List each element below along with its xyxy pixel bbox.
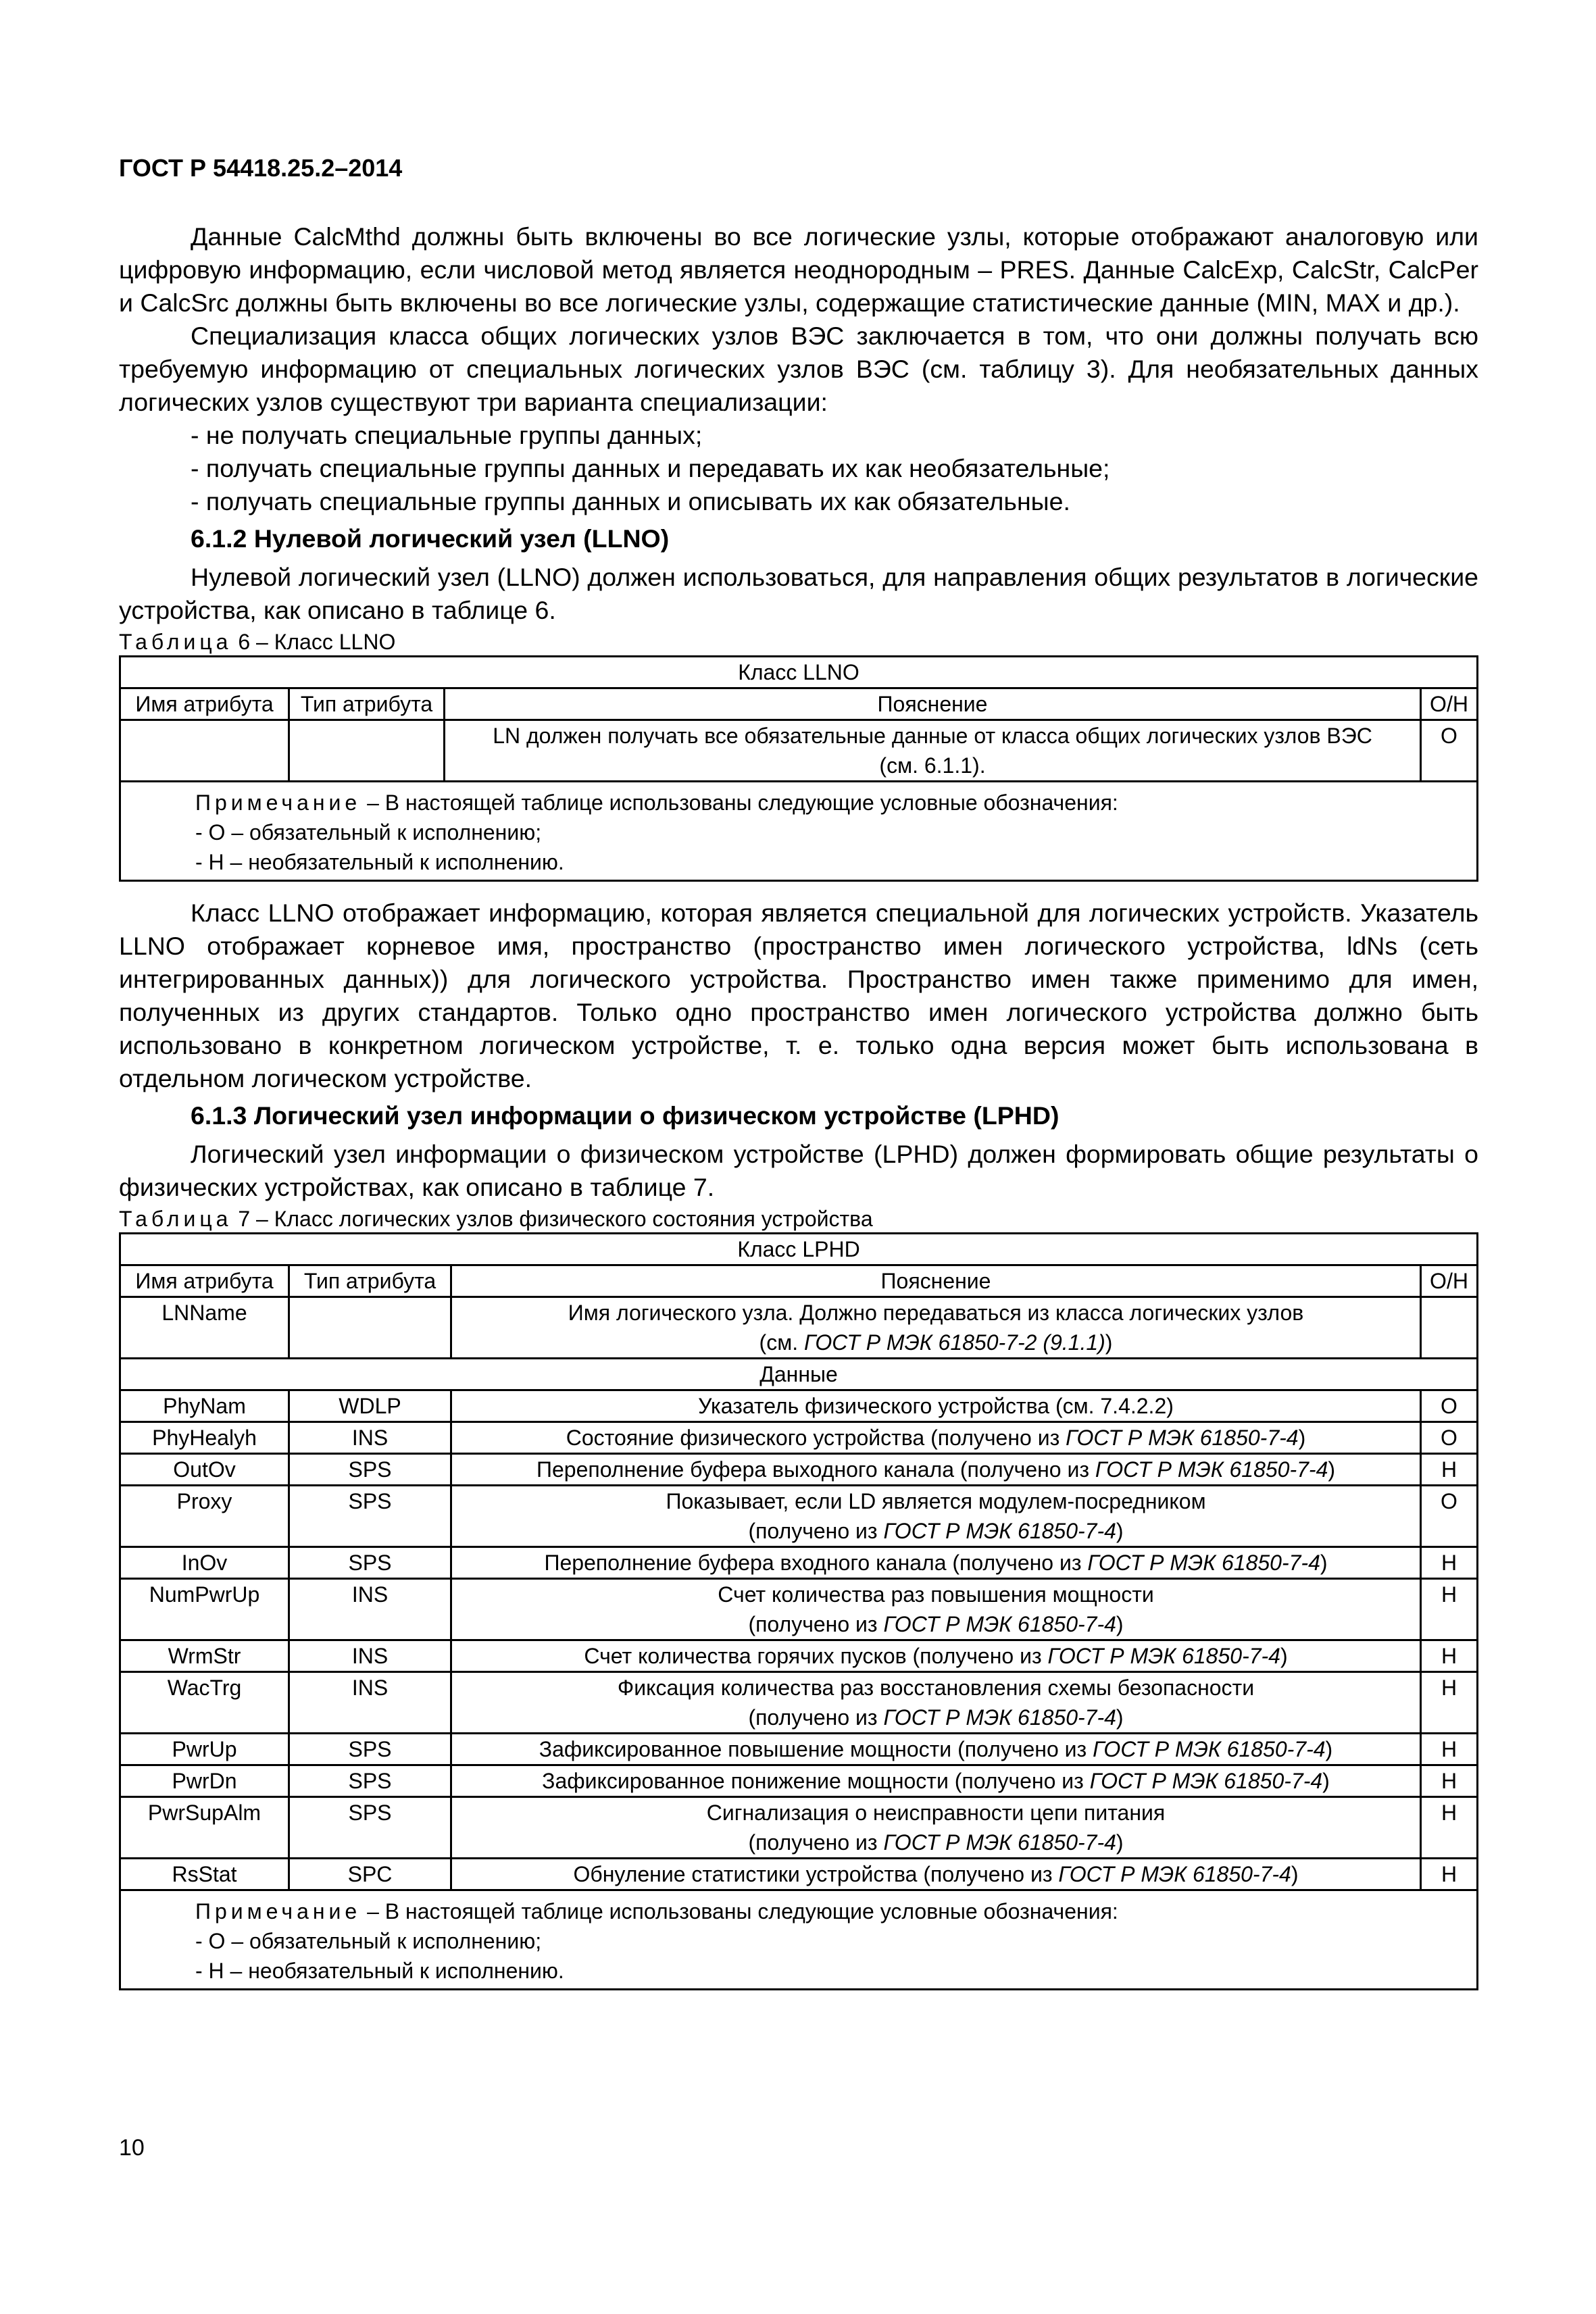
cell-name: PwrUp: [120, 1734, 289, 1765]
paragraph: Данные CalcMthd должны быть включены во все логические узлы, которые отображают аналоговую или цифровую информацию, если числовой метод является неоднородным – PRES. Данные CalcExp, CalcStr, CalcPer и CalcSrc должны быть включены во все логические узлы, содержащие статистические данные (MIN, MAX и др.).: [119, 222, 1478, 317]
cell-type: SPS: [289, 1734, 451, 1765]
cell-name: PhyNam: [120, 1390, 289, 1422]
section-heading: 6.1.2 Нулевой логический узел (LLNO): [191, 524, 670, 553]
desc-text: Фиксация количества раз восстановления схемы безопасности: [617, 1676, 1255, 1700]
desc-text: Переполнение буфера входного канала (получено из: [544, 1551, 1088, 1575]
desc-text: ): [1280, 1644, 1288, 1668]
note-label: Примечание: [195, 1899, 361, 1923]
cell-on: О: [1421, 720, 1478, 782]
note-item: - О – обязательный к исполнению;: [195, 1929, 542, 1953]
table-note: [120, 1890, 1478, 1990]
desc-text: (получено из: [748, 1612, 884, 1636]
desc-ref: ГОСТ Р МЭК 61850-7-4: [1093, 1737, 1326, 1761]
desc-text: ): [1116, 1612, 1124, 1636]
cell-type: INS: [289, 1422, 451, 1454]
cell-desc: [451, 1672, 1421, 1734]
cell-name: PwrSupAlm: [120, 1797, 289, 1859]
cell-name: InOv: [120, 1547, 289, 1579]
column-header: Имя атрибута: [120, 1265, 289, 1297]
table-row: [120, 1859, 1478, 1890]
desc-text: ): [1320, 1551, 1328, 1575]
section-row: Данные: [120, 1359, 1478, 1390]
table-title: Класс LLNO: [120, 657, 1478, 688]
cell-on: Н: [1421, 1765, 1478, 1797]
cell-desc: [451, 1547, 1421, 1579]
desc-text: ): [1116, 1519, 1124, 1543]
cell-on: Н: [1421, 1454, 1478, 1486]
desc-text: Зафиксированное повышение мощности (получено из: [539, 1737, 1093, 1761]
note-item: - Н – необязательный к исполнению.: [195, 850, 564, 874]
table-llno: [119, 655, 1478, 882]
caption-text: 7 – Класс логических узлов физического состояния устройства: [232, 1207, 873, 1231]
cell-on: О: [1421, 1422, 1478, 1454]
cell-type: SPS: [289, 1765, 451, 1797]
cell-on: Н: [1421, 1579, 1478, 1640]
desc-ref: ГОСТ Р МЭК 61850-7-4: [1095, 1457, 1328, 1482]
table-row: [120, 1547, 1478, 1579]
caption-label: Таблица: [119, 630, 232, 654]
table-row: [120, 1297, 1478, 1359]
list-item: - получать специальные группы данных и передавать их как необязательные;: [191, 454, 1110, 482]
desc-text: ): [1291, 1862, 1299, 1886]
cell-desc: [451, 1390, 1421, 1422]
cell-desc: LN должен получать все обязательные данные от класса общих логических узлов ВЭС (см. 6.1.1).: [445, 720, 1421, 782]
cell-name: [120, 720, 289, 782]
cell-type: [289, 1297, 451, 1359]
cell-name: PhyHealyh: [120, 1422, 289, 1454]
cell-on: О: [1421, 1390, 1478, 1422]
cell-name: PwrDn: [120, 1765, 289, 1797]
column-header: Пояснение: [451, 1265, 1421, 1297]
cell-type: SPC: [289, 1859, 451, 1890]
cell-type: INS: [289, 1672, 451, 1734]
table-row: [120, 1486, 1478, 1547]
cell-desc: [451, 1734, 1421, 1765]
cell-type: INS: [289, 1579, 451, 1640]
table-row: [120, 1640, 1478, 1672]
desc-ref: ГОСТ Р МЭК 61850-7-4: [1089, 1769, 1323, 1793]
cell-desc: [451, 1486, 1421, 1547]
note-item: - Н – необязательный к исполнению.: [195, 1959, 564, 1983]
cell-type: SPS: [289, 1547, 451, 1579]
table-row: [120, 1797, 1478, 1859]
desc-text: (получено из: [748, 1830, 884, 1855]
table-row: [120, 1579, 1478, 1640]
desc-ref: ГОСТ Р МЭК 61850-7-4: [1087, 1551, 1320, 1575]
desc-text: Зафиксированное понижение мощности (получено из: [542, 1769, 1090, 1793]
document-header: ГОСТ Р 54418.25.2–2014: [119, 154, 403, 182]
cell-type: SPS: [289, 1797, 451, 1859]
column-header: Тип атрибута: [289, 688, 445, 720]
cell-type: [289, 720, 445, 782]
cell-on: О: [1421, 1486, 1478, 1547]
cell-on: [1421, 1297, 1478, 1359]
table-lphd: [119, 1232, 1478, 1990]
page-number: 10: [119, 2135, 145, 2161]
cell-on: Н: [1421, 1672, 1478, 1734]
cell-on: Н: [1421, 1859, 1478, 1890]
desc-text: ): [1105, 1330, 1113, 1355]
table-row: [120, 1390, 1478, 1422]
table-caption: [119, 1205, 1478, 1232]
paragraph: Логический узел информации о физическом устройстве (LPHD) должен формировать общие результаты о физических устройствах, как описано в таблице 7.: [119, 1140, 1478, 1201]
cell-desc: [451, 1765, 1421, 1797]
cell-on: Н: [1421, 1734, 1478, 1765]
note-item: - О – обязательный к исполнению;: [195, 820, 542, 845]
cell-desc: [451, 1454, 1421, 1486]
desc-ref: ГОСТ Р МЭК 61850-7-4: [1047, 1644, 1280, 1668]
desc-ref: ГОСТ Р МЭК 61850-7-4: [883, 1705, 1116, 1730]
cell-type: SPS: [289, 1486, 451, 1547]
table-row: [120, 1734, 1478, 1765]
cell-on: Н: [1421, 1797, 1478, 1859]
desc-text: Счет количества горячих пусков (получено из: [584, 1644, 1048, 1668]
desc-text: Состояние физического устройства (получено из: [566, 1426, 1066, 1450]
cell-desc: [451, 1859, 1421, 1890]
caption-label: Таблица: [119, 1207, 232, 1231]
desc-ref: ГОСТ Р МЭК 61850-7-2 (9.1.1): [803, 1330, 1105, 1355]
column-header: О/Н: [1421, 1265, 1478, 1297]
desc-text: Имя логического узла. Должно передаваться из класса логических узлов: [568, 1301, 1304, 1325]
desc-text: ): [1322, 1769, 1330, 1793]
desc-text: Счет количества раз повышения мощности: [718, 1582, 1154, 1607]
desc-ref: ГОСТ Р МЭК 61850-7-4: [883, 1830, 1116, 1855]
cell-name: Proxy: [120, 1486, 289, 1547]
cell-type: INS: [289, 1640, 451, 1672]
section-heading: 6.1.3 Логический узел информации о физическом устройстве (LPHD): [191, 1101, 1059, 1130]
cell-on: Н: [1421, 1547, 1478, 1579]
desc-text: Сигнализация о неисправности цепи питания: [706, 1801, 1166, 1825]
table-caption: [119, 628, 1478, 655]
table-row: [120, 1422, 1478, 1454]
desc-text: Показывает, если LD является модулем-посредником: [666, 1489, 1206, 1513]
cell-on: Н: [1421, 1640, 1478, 1672]
desc-ref: ГОСТ Р МЭК 61850-7-4: [883, 1519, 1116, 1543]
column-header: Тип атрибута: [289, 1265, 451, 1297]
cell-name: RsStat: [120, 1859, 289, 1890]
cell-name: WrmStr: [120, 1640, 289, 1672]
cell-name: LNName: [120, 1297, 289, 1359]
note-text: – В настоящей таблице использованы следующие условные обозначения:: [361, 790, 1118, 815]
paragraph: Нулевой логический узел (LLNO) должен использоваться, для направления общих результатов в логические устройства, как описано в таблице 6.: [119, 563, 1478, 624]
cell-desc: [451, 1797, 1421, 1859]
table-title: Класс LPHD: [120, 1234, 1478, 1265]
cell-desc: [451, 1579, 1421, 1640]
cell-type: SPS: [289, 1454, 451, 1486]
cell-name: OutOv: [120, 1454, 289, 1486]
cell-name: NumPwrUp: [120, 1579, 289, 1640]
desc-text: Обнуление статистики устройства (получено из: [573, 1862, 1059, 1886]
desc-text: Указатель физического устройства (см. 7.4.2.2): [698, 1394, 1174, 1418]
table-row: [120, 720, 1478, 782]
desc-text: ): [1116, 1705, 1124, 1730]
list-item: - не получать специальные группы данных;: [191, 421, 703, 449]
desc-text: ): [1325, 1737, 1333, 1761]
table-note: [120, 782, 1478, 881]
table-row: [120, 1672, 1478, 1734]
desc-text: ): [1116, 1830, 1124, 1855]
column-header: О/Н: [1421, 688, 1478, 720]
desc-ref: ГОСТ Р МЭК 61850-7-4: [1066, 1426, 1299, 1450]
list-item: - получать специальные группы данных и описывать их как обязательные.: [191, 487, 1070, 515]
table-row: [120, 1765, 1478, 1797]
desc-text: ): [1298, 1426, 1306, 1450]
cell-desc: [451, 1640, 1421, 1672]
paragraph: Класс LLNO отображает информацию, которая является специальной для логических устройств. Указатель LLNO отображает корневое имя, пространство (пространство имен логического устройства, ldNs (сеть интегрированных данных)) для логического устройства. Пространство имен также применимо для имен, полученных из других стандартов. Только одно пространство имен логического устройства должно быть использовано в конкретном логическом устройстве, т. е. только одна версия может быть использована в отдельном логическом устройстве.: [119, 899, 1478, 1092]
desc-text: (получено из: [748, 1705, 884, 1730]
note-label: Примечание: [195, 790, 361, 815]
cell-type: WDLP: [289, 1390, 451, 1422]
desc-text: (получено из: [748, 1519, 884, 1543]
cell-desc: [451, 1422, 1421, 1454]
desc-text: Переполнение буфера выходного канала (получено из: [536, 1457, 1095, 1482]
desc-ref: ГОСТ Р МЭК 61850-7-4: [1058, 1862, 1291, 1886]
paragraph: Специализация класса общих логических узлов ВЭС заключается в том, что они должны получать всю требуемую информацию от специальных логических узлов ВЭС (см. таблицу 3). Для необязательных данных логических узлов существуют три варианта специализации:: [119, 322, 1478, 416]
document-page: [119, 154, 1478, 2011]
desc-text: (см.: [759, 1330, 804, 1355]
column-header: Имя атрибута: [120, 688, 289, 720]
note-text: – В настоящей таблице использованы следующие условные обозначения:: [361, 1899, 1118, 1923]
column-header: Пояснение: [445, 688, 1421, 720]
table-row: [120, 1454, 1478, 1486]
cell-desc: [451, 1297, 1421, 1359]
desc-ref: ГОСТ Р МЭК 61850-7-4: [883, 1612, 1116, 1636]
desc-text: ): [1328, 1457, 1336, 1482]
cell-name: WacTrg: [120, 1672, 289, 1734]
caption-text: 6 – Класс LLNO: [232, 630, 396, 654]
